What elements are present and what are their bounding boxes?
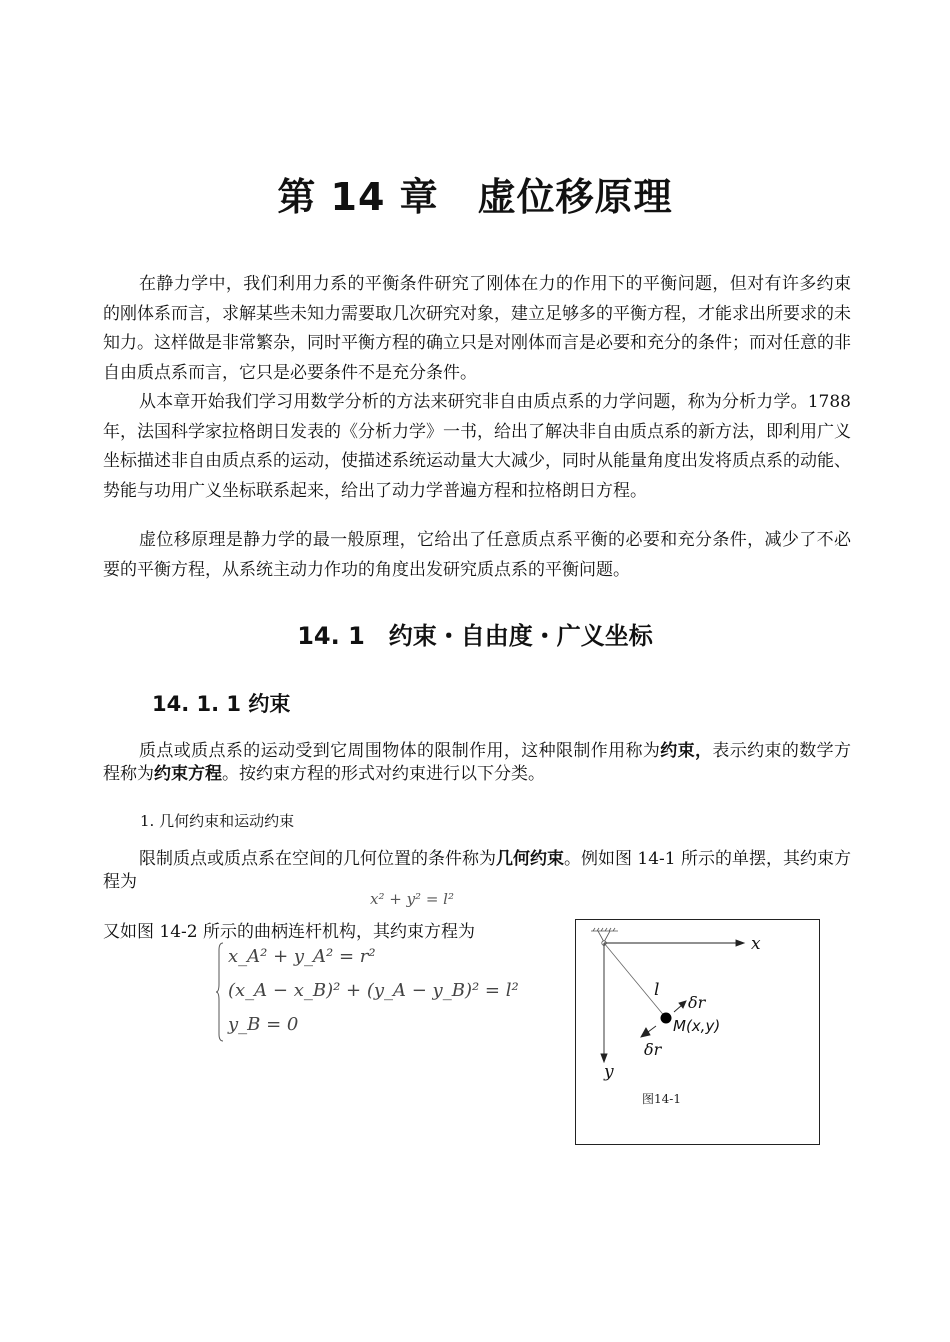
rod-length-label: l xyxy=(654,980,660,1000)
constraint-text-3: 。按约束方程的形式对约束进行以下分类。 xyxy=(222,764,545,784)
crank-intro-text: 又如图 14-2 所示的曲柄连杆机构，其约束方程为 xyxy=(103,922,475,942)
x-axis xyxy=(604,940,744,946)
crank-equation-3: y_B = 0 xyxy=(228,1014,299,1035)
delta-r-upper-label: δr xyxy=(688,993,706,1012)
constraint-text-2: 表示约束的数学方程称为 xyxy=(103,741,851,784)
figure-14-1 xyxy=(575,919,820,1145)
intro-paragraph-1: 在静力学中，我们利用力系的平衡条件研究了刚体在力的作用下的平衡问题，但对有许多约束的刚体系而言，求解某些未知力需要取几次研究对象，建立足够多的平衡方程，才能求出所要求的未知力。这样做是非常繁杂，同时平衡方程的确立只是对刚体而言是必要和充分的条件；而对任意的非自由质点系而言，它只是必要条件不是充分条件。 xyxy=(103,274,851,383)
intro-paragraph-3: 虚位移原理是静力学的最一般原理，它给出了任意质点系平衡的必要和充分条件，减少了不必要的平衡方程，从系统主动力作功的角度出发研究质点系的平衡问题。 xyxy=(103,530,851,580)
crank-equation-1: x_A² + y_A² = r² xyxy=(228,946,376,967)
figure-caption: 图14-1 xyxy=(642,1092,681,1106)
subsection-title: 14. 1. 1 约束 xyxy=(152,692,291,716)
constraint-equation-term: 约束方程 xyxy=(154,764,222,784)
equation-brace xyxy=(216,942,224,1042)
delta-r-lower-label: δr xyxy=(644,1040,662,1059)
geometric-text-1: 限制质点或质点系在空间的几何位置的条件称为 xyxy=(139,849,496,869)
crank-equation-2: (x_A − x_B)² + (y_A − y_B)² = l² xyxy=(228,980,519,1001)
virtual-displacement-upper-arrow xyxy=(674,1001,686,1012)
geometric-constraint-paragraph xyxy=(103,848,851,894)
geometric-constraint-term: 几何约束 xyxy=(496,849,564,869)
constraint-term: 约束， xyxy=(660,741,713,761)
section-title: 14. 1 约束・自由度・广义坐标 xyxy=(297,622,653,650)
pendulum-equation: x² + y² = l² xyxy=(370,890,454,908)
chapter-title: 第 14 章 虚位移原理 xyxy=(277,175,673,219)
y-axis xyxy=(601,943,607,1062)
point-m-label: M(x,y) xyxy=(673,1017,721,1035)
y-axis-label: y xyxy=(604,1062,614,1082)
x-axis-label: x xyxy=(751,934,761,954)
constraint-definition-paragraph xyxy=(103,740,851,786)
geometric-text-2: 。例如图 14-1 所示的单摆，其约束方程为 xyxy=(103,849,851,892)
intro-paragraph-2: 从本章开始我们学习用数学分析的方法来研究非自由质点系的力学问题，称为分析力学。1788 年，法国科学家拉格朗日发表的《分析力学》一书，给出了解决非自由质点系的新方法，即利用广义坐标描述非自由质点系的运动，使描述系统运动量大大减少，同时从能量角度出发将质点系的动能、势能与功用广义坐标联系起来，给出了动力学普遍方程和拉格朗日方程。 xyxy=(103,392,851,501)
item-title: 1. 几何约束和运动约束 xyxy=(140,812,295,830)
pendulum-mass xyxy=(661,1013,672,1024)
constraint-text-1: 质点或质点系的运动受到它周围物体的限制作用，这种限制作用称为 xyxy=(139,741,661,761)
virtual-displacement-lower-arrow xyxy=(641,1026,656,1037)
pendulum-diagram xyxy=(576,920,818,1143)
